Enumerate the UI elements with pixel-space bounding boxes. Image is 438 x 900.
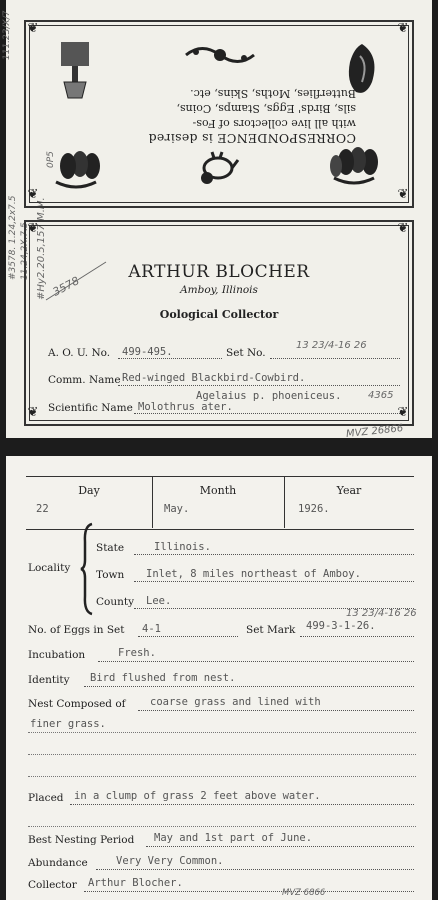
- catalog-number: MVZ 26866: [345, 423, 404, 440]
- day-value: 22: [36, 503, 49, 515]
- advert-text-block: [106, 66, 356, 146]
- day-header: Day: [78, 484, 100, 497]
- identity-label: Identity: [28, 674, 70, 686]
- collector-field-line: [84, 891, 414, 892]
- nesting-period-field-line: [146, 846, 414, 847]
- advert-line: sils, Birds' Eggs, Stamps, Coins,: [176, 102, 356, 115]
- nest-value-2: finer grass.: [30, 718, 106, 730]
- blank-line: [28, 754, 416, 755]
- advert-line: Butterflies, Moths, Skins, etc.: [190, 87, 356, 100]
- egg-cluster-illustration-icon: [50, 140, 102, 190]
- year-header: Year: [336, 484, 362, 497]
- margin-pencil-note: 11.24,2X.7.5: [20, 222, 30, 280]
- town-label: Town: [96, 569, 125, 581]
- nest-label: Nest Composed of: [28, 698, 126, 710]
- collecting-tool-illustration-icon: [58, 40, 92, 102]
- month-value: May.: [164, 503, 190, 515]
- set-mark-pencil: 13 23/4-16 26: [346, 608, 417, 619]
- year-value: 1926.: [298, 503, 330, 515]
- scientific-name-field-line: [134, 413, 400, 414]
- margin-pencil-note: 0P5: [46, 151, 56, 168]
- ornament-icon: [182, 42, 258, 68]
- corner-ornament-icon: ❦: [397, 405, 409, 420]
- pencil-specimen-number: 3578: [50, 274, 82, 299]
- eggs-field-line: [138, 636, 238, 637]
- corner-ornament-icon: ❦: [397, 187, 409, 202]
- blank-line: [28, 826, 416, 827]
- data-slip-front: [2, 0, 432, 440]
- set-mark-value: 499-3-1-26.: [306, 620, 376, 632]
- aou-field-line: [118, 358, 222, 359]
- set-mark-field-line: [300, 636, 414, 637]
- abundance-value: Very Very Common.: [116, 855, 224, 867]
- blank-line: [28, 776, 416, 777]
- scientific-name-value-1: Agelaius p. phoeniceus.: [196, 390, 342, 402]
- set-number-label: Set No.: [226, 347, 266, 359]
- comm-name-value: Red-winged Blackbird-Cowbird.: [122, 372, 306, 384]
- scientific-name-value-2: Molothrus ater.: [138, 401, 233, 413]
- town-value: Inlet, 8 miles northeast of Amboy.: [146, 568, 361, 580]
- locality-label: Locality: [28, 562, 71, 574]
- county-value: Lee.: [146, 595, 172, 607]
- state-field-line: [134, 554, 414, 555]
- bird-illustration-icon: [196, 150, 240, 190]
- set-number-value: 13 23/4-16 26: [296, 340, 367, 351]
- corner-ornament-icon: ❦: [27, 21, 39, 36]
- corner-ornament-icon: ❦: [27, 405, 39, 420]
- eggs-value: 4-1: [142, 623, 161, 635]
- corner-ornament-icon: ❦: [27, 187, 39, 202]
- eggs-label: No. of Eggs in Set: [28, 624, 125, 636]
- placed-field-line: [70, 804, 414, 805]
- collector-name: ARTHUR BLOCHER: [128, 262, 310, 282]
- incubation-value: Fresh.: [118, 647, 156, 659]
- collector-occupation: Oological Collector: [159, 308, 279, 321]
- county-label: County: [96, 596, 135, 608]
- aou-label: A. O. U. No.: [48, 347, 111, 359]
- scientific-number: 4365: [368, 390, 394, 401]
- collector-label: Collector: [28, 879, 77, 891]
- abundance-field-line: [96, 869, 414, 870]
- data-slip-back: [6, 456, 432, 900]
- state-label: State: [96, 542, 125, 554]
- month-header: Month: [199, 484, 237, 497]
- placed-label: Placed: [28, 792, 64, 804]
- identity-value: Bird flushed from nest.: [90, 672, 236, 684]
- aou-value: 499-495.: [122, 346, 173, 358]
- margin-pencil-note: #Hy2.20.5,157 M.M.: [36, 197, 47, 300]
- nesting-period-value: May and 1st part of June.: [154, 832, 313, 844]
- nest-field-line-2: [28, 732, 416, 733]
- incubation-label: Incubation: [28, 649, 86, 661]
- nest-value-1: coarse grass and lined with: [150, 696, 321, 708]
- abundance-label: Abundance: [28, 857, 88, 869]
- nest-field-line: [138, 710, 414, 711]
- corner-ornament-icon: ❦: [397, 221, 409, 236]
- collector-value: Arthur Blocher.: [88, 877, 183, 889]
- margin-pencil-note: #3578. 1.24,2x7.5: [8, 195, 18, 280]
- advert-line: with all live collectors of Fos-: [192, 117, 356, 130]
- brace-icon: [80, 522, 94, 616]
- catalog-number: MVZ 6866: [282, 888, 326, 898]
- placed-value: in a clump of grass 2 feet above water.: [74, 790, 321, 802]
- corner-ornament-icon: ❦: [27, 221, 39, 236]
- corner-ornament-icon: ❦: [397, 21, 409, 36]
- town-field-line: [134, 581, 414, 582]
- set-mark-label: Set Mark: [246, 624, 296, 636]
- incubation-field-line: [98, 661, 414, 662]
- advert-line: CORRESPONDENCE is desired: [148, 131, 356, 146]
- margin-pencil-note: 111.23/X/7: [2, 10, 12, 60]
- comm-name-label: Comm. Name: [48, 374, 121, 386]
- collector-location: Amboy, Illinois: [180, 284, 258, 296]
- comm-name-field-line: [118, 385, 400, 386]
- set-number-field-line: [270, 358, 400, 359]
- state-value: Illinois.: [154, 541, 211, 553]
- nesting-period-label: Best Nesting Period: [28, 834, 135, 846]
- identity-field-line: [84, 686, 414, 687]
- scientific-name-label: Scientific Name: [48, 402, 133, 414]
